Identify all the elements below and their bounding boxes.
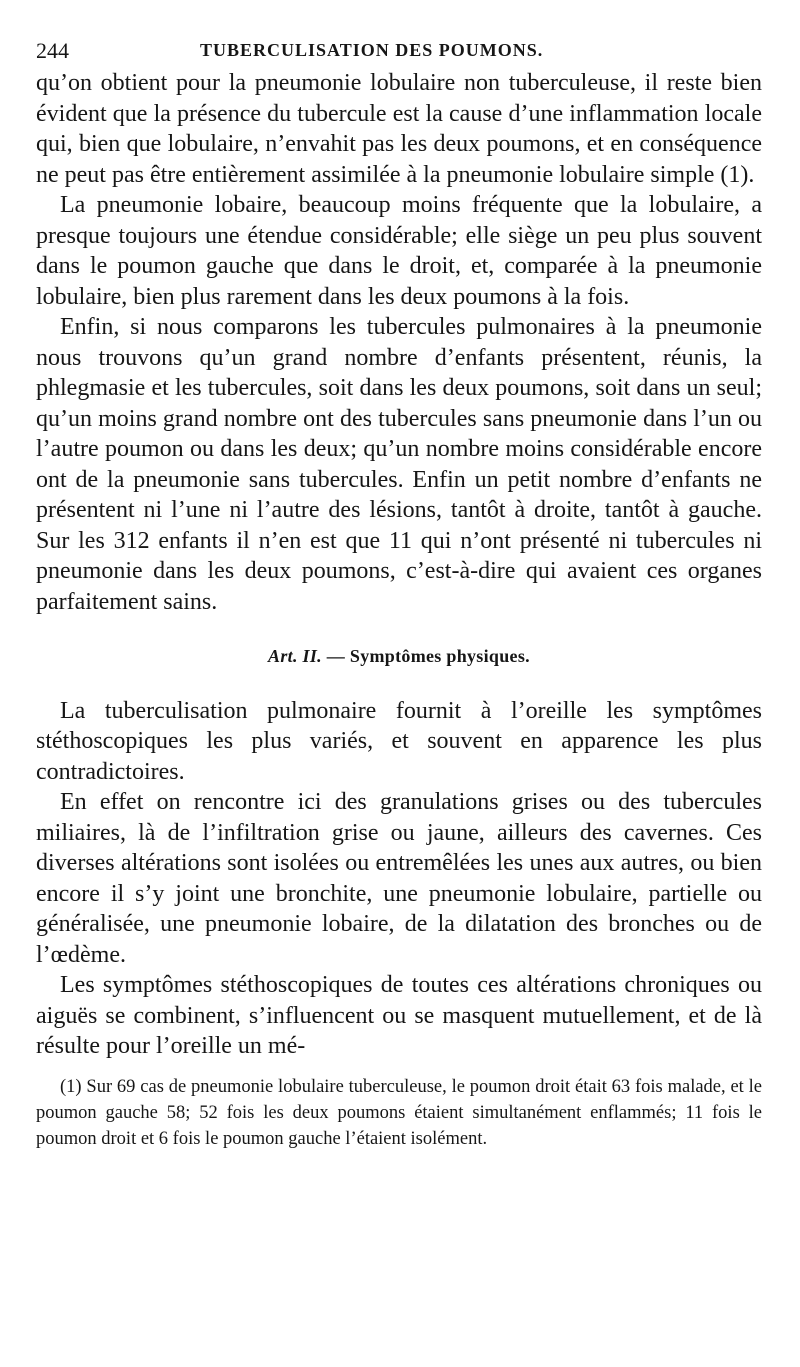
paragraph-symptoms-intro: La tuberculisation pulmonaire fournit à l’oreille les symptômes stéthoscopiques les plus variés, et souvent en apparence les plus contradictoires. bbox=[36, 697, 762, 785]
paragraph-lobar-pneumonia: La pneumonie lobaire, beaucoup moins fréquente que la lobulaire, a presque toujours une étendue considérable; elle siège un peu plus souvent dans le poumon gauche que dans le droit, et, comparée à la pneumonie lobulaire, bien plus rarement dans les deux poumons à la fois. bbox=[36, 192, 762, 310]
footnotes bbox=[36, 1074, 762, 1152]
page-number: 244 bbox=[36, 38, 69, 63]
paragraph-comparison: Enfin, si nous comparons les tubercules pulmonaires à la pneumonie nous trouvons qu’un grand nombre d’enfants présentent, réunis, la phlegmasie et les tubercules, soit dans les deux poumons, soit dans un seul; qu’un moins grand nombre ont des tubercules sans pneumonie dans l’un ou l’autre poumon ou dans les deux; qu’un nombre moins considérable encore ont de la pneumonie sans tubercules. Enfin un petit nombre d’enfants ne présentent ni l’une ni l’autre des lésions, tantôt à droite, tantôt à gauche. Sur les 312 enfants il n’en est que 11 qui n’ont présenté ni tubercules ni pneumonie dans les deux poumons, c’est-à-dire qui avaient ces organes parfaitement sains. bbox=[36, 314, 762, 615]
page-header bbox=[36, 34, 762, 68]
paragraph-combination: Les symptômes stéthoscopiques de toutes ces altérations chroniques ou aiguës se combinent, s’influencent ou se masquent mutuellement, et de là résulte pour l’oreille un mé- bbox=[36, 972, 762, 1059]
paragraph-continuation: qu’on obtient pour la pneumonie lobulaire non tuberculeuse, il reste bien évident que la présence du tubercule est la cause d’une inflammation locale qui, bien que lobulaire, n’envahit pas les deux poumons, et en conséquence ne peut pas être entièrement assimilée à la pneumonie lobulaire simple (1). bbox=[36, 70, 762, 188]
section-title: — Symptômes physiques. bbox=[326, 646, 530, 666]
body-text bbox=[36, 68, 762, 1062]
paragraph-alterations: En effet on rencontre ici des granulations grises ou des tubercules miliaires, là de l’infiltration grise ou jaune, ailleurs des cavernes. Ces diverses altérations sont isolées ou entremêlées les unes aux autres, ou bien encore il s’y joint une bronchite, une pneumonie lobulaire, partielle ou généralisée, une pneumonie lobaire, de la dilatation des bronches ou de l’œdème. bbox=[36, 789, 762, 968]
book-page bbox=[36, 34, 762, 1152]
section-label: Art. II. bbox=[268, 646, 322, 666]
footnote-spacer bbox=[36, 1062, 762, 1074]
footnote-1: (1) Sur 69 cas de pneumonie lobulaire tuberculeuse, le poumon droit était 63 fois malade, et le poumon gauche 58; 52 fois les deux poumons étaient simultanément enflammés; 11 fois le poumon droit et 6 fois le poumon gauche l’étaient isolément. bbox=[36, 1076, 762, 1149]
running-head: TUBERCULISATION DES POUMONS. bbox=[200, 40, 544, 60]
section-heading bbox=[36, 641, 762, 672]
